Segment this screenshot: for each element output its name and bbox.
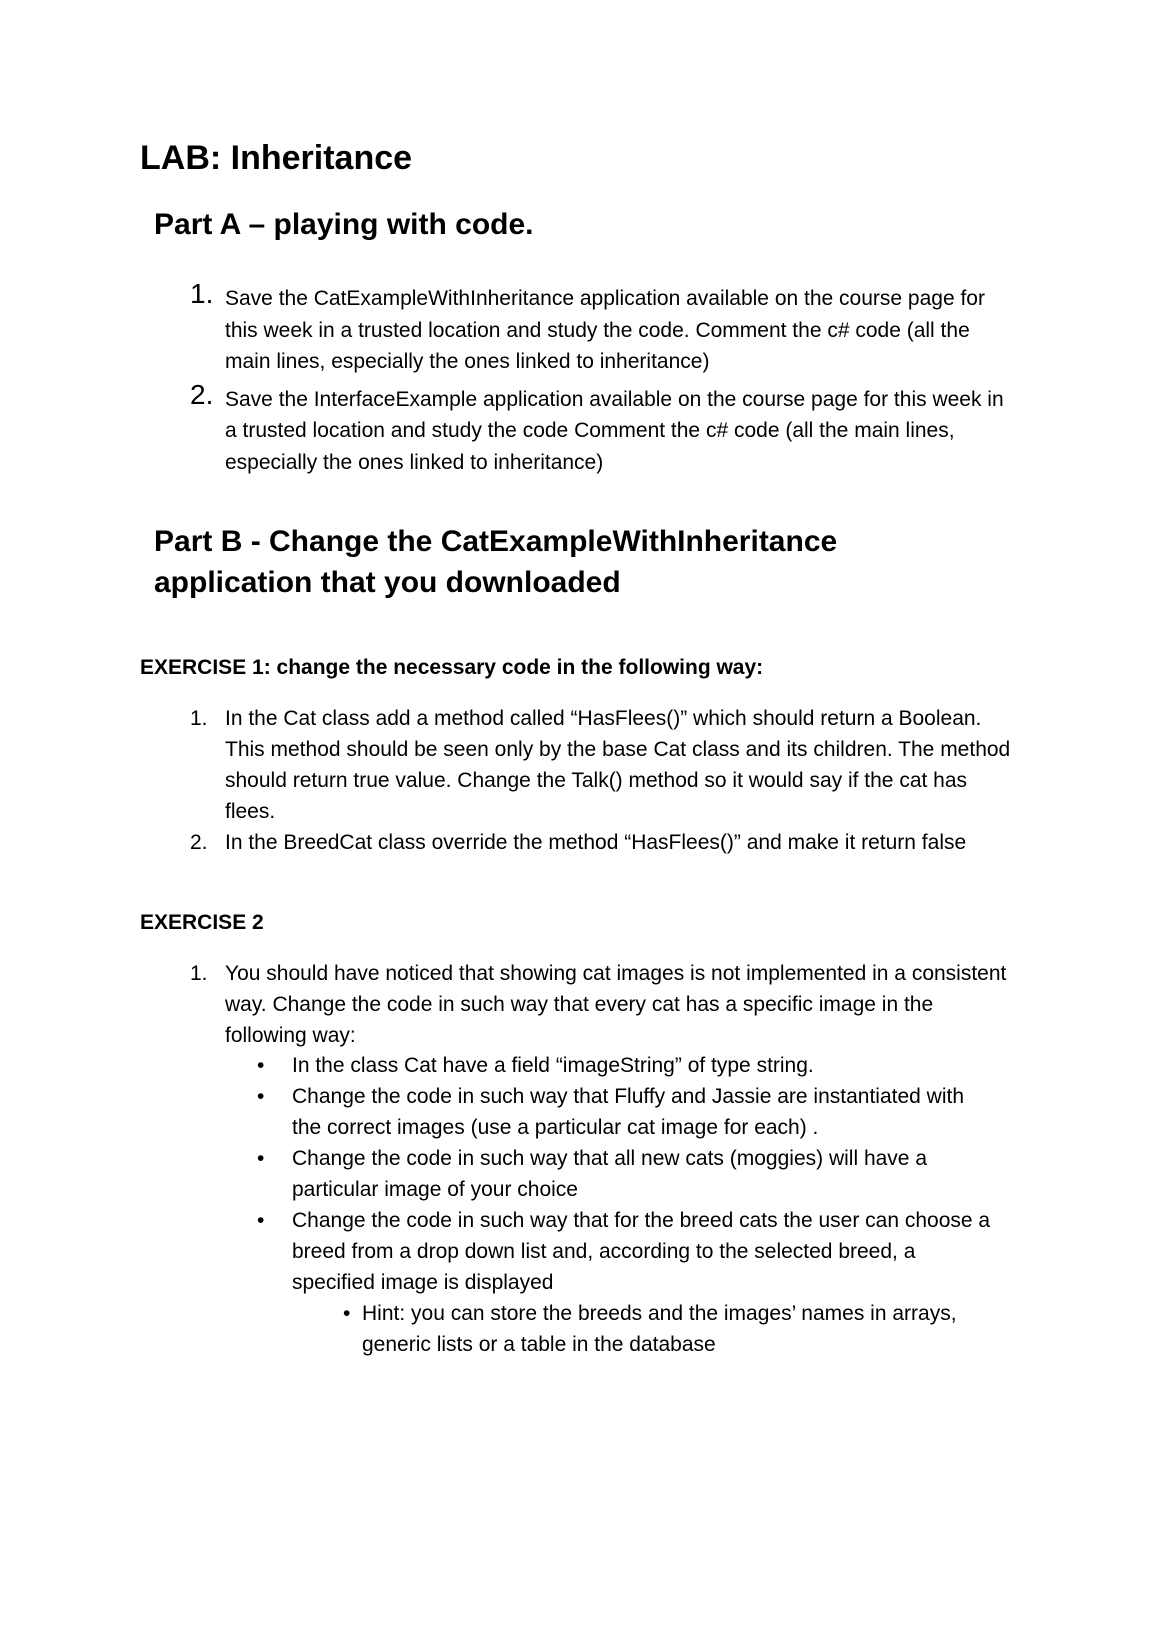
list-item-text: Save the InterfaceExample application available on the course page for this week in a trusted location and study the code Comment the c# code (all the main lines, especially the ones linked to inheritance) [225,387,1004,474]
part-a-list [0,278,1017,484]
list-number: 2. [190,378,214,410]
bullet-item-text: Change the code in such way that Fluffy and Jassie are instantiated with the correct images (use a particular cat image for each) . [292,1085,965,1139]
list-item-text: In the Cat class add a method called “HasFlees()” which should return a Boolean. This method should be seen only by the base Cat class and its children. The method should return true value. Change the Talk() method so it would say if the cat has flees. [225,707,1011,823]
hint-item [0,1298,962,1360]
hint-text: Hint: you can store the breeds and the images’ names in arrays, generic lists or a table in the database [362,1302,957,1356]
bullet-item [0,1081,992,1143]
bullet-dot: • [343,1302,351,1325]
list-item [0,958,1017,1051]
bullet-item-text: In the class Cat have a field “imageString” of type string. [292,1054,814,1077]
bullet-dot: • [257,1209,265,1232]
exercise-2-list [0,958,1017,1051]
list-item-text: In the BreedCat class override the method “HasFlees()” and make it return false [225,831,967,854]
list-number: 1. [190,707,208,730]
list-item [0,378,1017,479]
list-item-text: Save the CatExampleWithInheritance application available on the course page for this week in a trusted location and study the code. Comment the c# code (all the main lines, especially the ones linked to inheritance) [225,287,985,373]
exercise-1-heading: EXERCISE 1: change the necessary code in the following way: [140,656,764,679]
bullet-item [0,1050,992,1081]
list-item [0,278,1017,378]
list-number: 1. [190,278,214,309]
part-b-heading: Part B - Change the CatExampleWithInheritance application that you downloaded [154,525,838,599]
bullet-dot: • [257,1147,265,1170]
list-item-text: You should have noticed that showing cat images is not implemented in a consistent way. Change the code in such way that every cat has a specific image in the following way: [225,962,1007,1047]
exercise-2-heading: EXERCISE 2 [140,911,264,934]
bullet-item-text: Change the code in such way that for the breed cats the user can choose a breed from a drop down list and, according to the selected breed, a specified image is displayed [292,1209,991,1294]
bullet-dot: • [257,1054,265,1077]
list-number: 2. [190,831,208,854]
list-item [0,703,1017,827]
list-number: 1. [190,962,208,985]
page-title: LAB: Inheritance [140,139,413,177]
exercise-2-bullet-list [0,1050,992,1360]
list-item [0,827,1017,858]
part-a-heading: Part A – playing with code. [154,208,534,241]
exercise-1-list [0,703,1017,858]
bullet-dot: • [257,1085,265,1108]
bullet-item-text: Change the code in such way that all new cats (moggies) will have a particular image of your choice [292,1147,928,1201]
bullet-item [0,1205,992,1298]
bullet-item [0,1143,992,1205]
